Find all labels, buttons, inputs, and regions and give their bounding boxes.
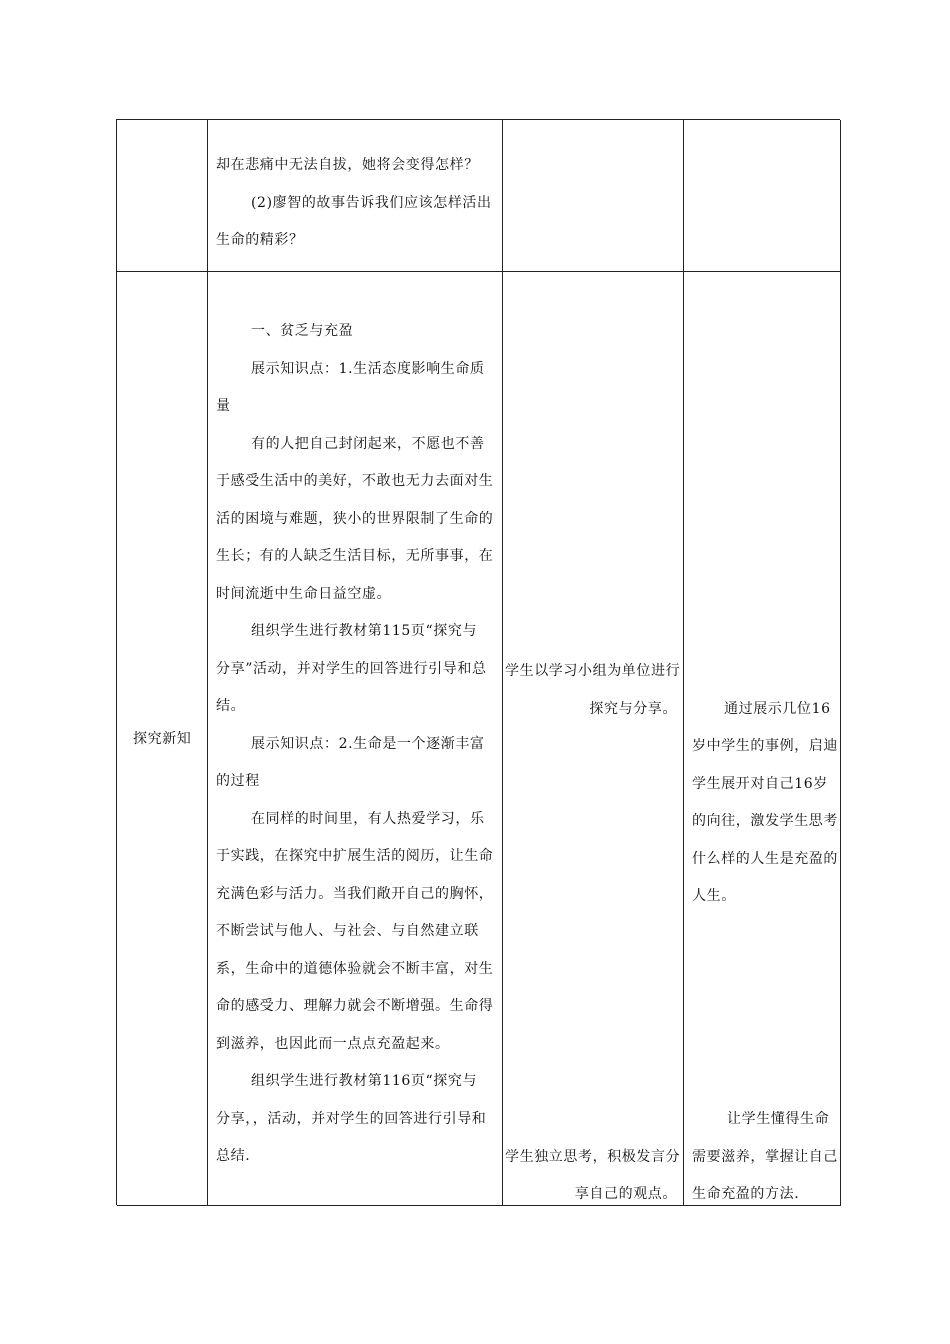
activity-line: 分享”活动，并对学生的回答进行引导和总 xyxy=(216,661,487,677)
student-activity-line: 享自己的观点。 xyxy=(574,1186,677,1202)
content-line: 系，生命中的道德体验就会不断丰富，对生 xyxy=(216,961,494,977)
student-activity-line: 探究与分享。 xyxy=(589,701,677,717)
content-line: 不断尝试与他人、与社会、与自然建立联 xyxy=(216,923,479,939)
row1-purpose-cell xyxy=(684,120,841,272)
activity-line: 结。 xyxy=(216,698,246,714)
row2-student-cell xyxy=(503,272,684,1206)
student-activity-line: 学生独立思考，积极发言分 xyxy=(505,1149,681,1165)
content-line: 在同样的时间里，有人热爱学习，乐 xyxy=(251,811,485,827)
activity-line: 组织学生进行教材第116页“探究与 xyxy=(251,1073,478,1089)
row1-content-line: 却在悲痛中无法自拔，她将会变得怎样？ xyxy=(216,157,479,173)
row2-stage-cell xyxy=(117,272,208,1206)
design-purpose-line: 人生。 xyxy=(692,888,736,904)
content-line: 时间流逝中生命日益空虚。 xyxy=(216,586,392,602)
row1-content-line: (2)廖智的故事告诉我们应该怎样活出 xyxy=(251,195,492,211)
design-purpose-line: 让学生懂得生命 xyxy=(727,1111,830,1127)
stage-label: 探究新知 xyxy=(133,731,192,747)
content-line: 于实践，在探究中扩展生活的阅历，让生命 xyxy=(216,848,494,864)
section-heading: 一、贫乏与充盈 xyxy=(251,323,354,339)
design-purpose-line: 学生展开对自己16岁 xyxy=(692,776,828,792)
design-purpose-line: 需要滋养，掌握让自己 xyxy=(692,1149,838,1165)
content-line: 活的困境与难题，狭小的世界限制了生命的 xyxy=(216,511,494,527)
row2-content-cell xyxy=(208,272,503,1206)
activity-line: 组织学生进行教材第115页“探究与 xyxy=(251,623,478,639)
row2-purpose-cell xyxy=(684,272,841,1206)
knowledge-point-2-cont: 的过程 xyxy=(216,773,260,789)
row1-content-line: 生命的精彩？ xyxy=(216,232,304,248)
activity-line: 分享，，活动，并对学生的回答进行引导和 xyxy=(216,1111,487,1127)
row1-content-cell xyxy=(208,120,503,272)
activity-line: 总结. xyxy=(216,1148,251,1164)
student-activity-line: 学生以学习小组为单位进行 xyxy=(505,663,681,679)
content-line: 命的感受力、理解力就会不断增强。生命得 xyxy=(216,998,494,1014)
row1-student-cell xyxy=(503,120,684,272)
content-line: 充满色彩与活力。当我们敞开自己的胸怀， xyxy=(216,886,494,902)
design-purpose-line: 岁中学生的事例，启迪 xyxy=(692,738,838,754)
knowledge-point-1: 展示知识点：1.生活态度影响生命质 xyxy=(251,361,485,377)
design-purpose-line: 生命充盈的方法. xyxy=(692,1186,800,1202)
design-purpose-line: 什么样的人生是充盈的 xyxy=(692,851,838,867)
content-line: 有的人把自己封闭起来，不愿也不善 xyxy=(251,436,485,452)
content-line: 生长；有的人缺乏生活目标，无所事事，在 xyxy=(216,548,494,564)
lesson-plan-table xyxy=(116,119,840,1205)
knowledge-point-1-cont: 量 xyxy=(216,398,231,414)
knowledge-point-2: 展示知识点：2.生命是一个逐渐丰富 xyxy=(251,736,485,752)
design-purpose-line: 通过展示几位16 xyxy=(724,701,831,717)
content-line: 于感受生活中的美好，不敢也无力去面对生 xyxy=(216,473,494,489)
content-line: 到滋养，也因此而一点点充盈起来。 xyxy=(216,1036,450,1052)
row1-stage-cell xyxy=(117,120,208,272)
design-purpose-line: 的向往，激发学生思考 xyxy=(692,813,838,829)
